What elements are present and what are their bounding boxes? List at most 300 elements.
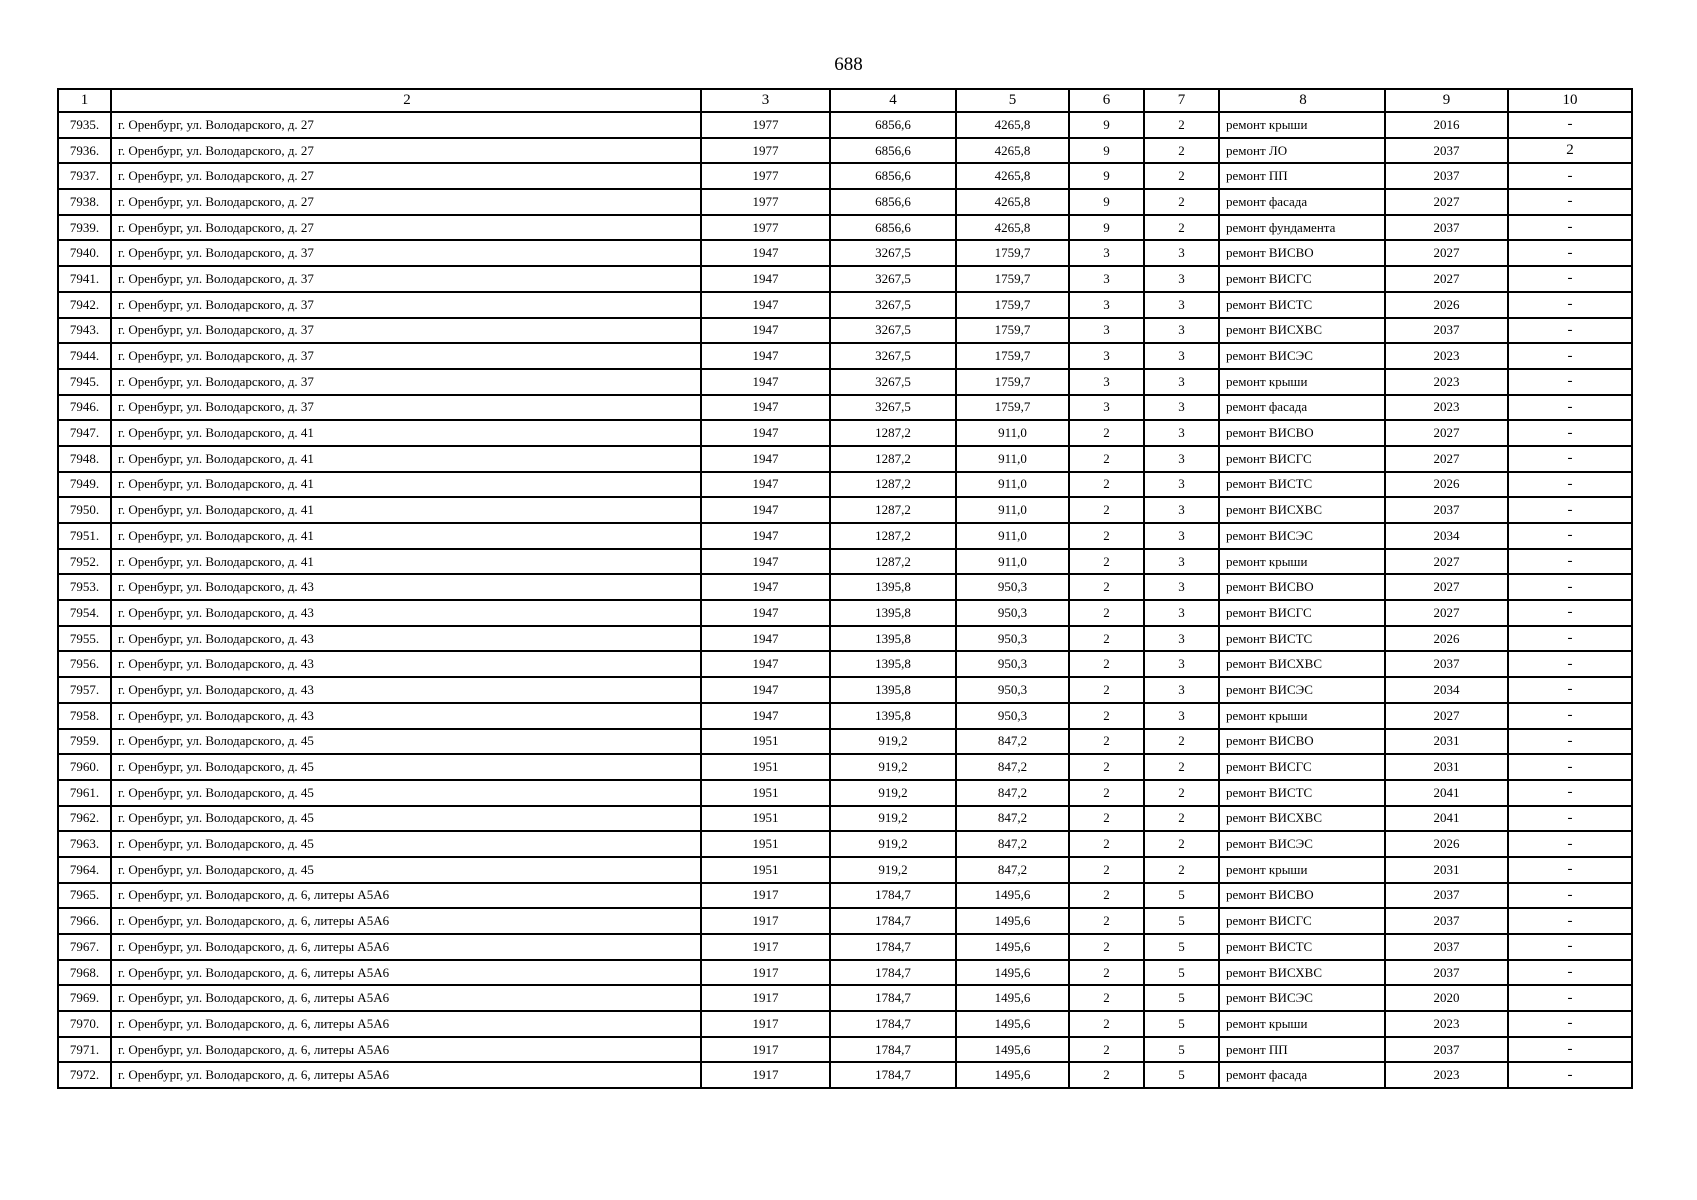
note-cell: - <box>1508 677 1632 703</box>
row-number-cell: 7968. <box>58 960 111 986</box>
living-area-cell: 1759,7 <box>956 292 1069 318</box>
table-row <box>58 729 1632 755</box>
row-number-cell: 7938. <box>58 189 111 215</box>
work-type-cell: ремонт ВИСЭС <box>1219 677 1385 703</box>
work-type-cell: ремонт ВИСЭС <box>1219 523 1385 549</box>
row-number-cell: 7939. <box>58 215 111 241</box>
work-type-cell: ремонт ВИСЭС <box>1219 985 1385 1011</box>
work-type-cell: ремонт фасада <box>1219 395 1385 421</box>
row-number-cell: 7944. <box>58 343 111 369</box>
table-row <box>58 420 1632 446</box>
build-year-cell: 1951 <box>701 831 830 857</box>
work-type-cell: ремонт ВИСГС <box>1219 446 1385 472</box>
entrances-cell: 3 <box>1144 677 1219 703</box>
living-area-cell: 950,3 <box>956 651 1069 677</box>
row-number-cell: 7936. <box>58 138 111 164</box>
floors-cell: 2 <box>1069 677 1144 703</box>
row-number-cell: 7951. <box>58 523 111 549</box>
living-area-cell: 950,3 <box>956 600 1069 626</box>
table-row <box>58 703 1632 729</box>
planned-year-cell: 2037 <box>1385 651 1508 677</box>
address-cell: г. Оренбург, ул. Володарского, д. 37 <box>111 240 701 266</box>
planned-year-cell: 2037 <box>1385 215 1508 241</box>
floors-cell: 2 <box>1069 574 1144 600</box>
living-area-cell: 847,2 <box>956 729 1069 755</box>
total-area-cell: 6856,6 <box>830 163 956 189</box>
table-row <box>58 369 1632 395</box>
planned-year-cell: 2023 <box>1385 1011 1508 1037</box>
planned-year-cell: 2023 <box>1385 1062 1508 1088</box>
work-type-cell: ремонт крыши <box>1219 703 1385 729</box>
build-year-cell: 1977 <box>701 112 830 138</box>
living-area-cell: 1495,6 <box>956 960 1069 986</box>
table-row <box>58 908 1632 934</box>
address-cell: г. Оренбург, ул. Володарского, д. 43 <box>111 574 701 600</box>
address-cell: г. Оренбург, ул. Володарского, д. 41 <box>111 523 701 549</box>
work-type-cell: ремонт крыши <box>1219 369 1385 395</box>
planned-year-cell: 2037 <box>1385 1037 1508 1063</box>
address-cell: г. Оренбург, ул. Володарского, д. 6, литеры А5А6 <box>111 1037 701 1063</box>
entrances-cell: 2 <box>1144 163 1219 189</box>
row-number-cell: 7956. <box>58 651 111 677</box>
planned-year-cell: 2027 <box>1385 189 1508 215</box>
living-area-cell: 911,0 <box>956 420 1069 446</box>
work-type-cell: ремонт ВИСЭС <box>1219 831 1385 857</box>
living-area-cell: 4265,8 <box>956 215 1069 241</box>
table-row <box>58 318 1632 344</box>
address-cell: г. Оренбург, ул. Володарского, д. 45 <box>111 806 701 832</box>
build-year-cell: 1951 <box>701 754 830 780</box>
total-area-cell: 3267,5 <box>830 266 956 292</box>
note-cell: - <box>1508 729 1632 755</box>
table-row <box>58 806 1632 832</box>
address-cell: г. Оренбург, ул. Володарского, д. 37 <box>111 318 701 344</box>
address-cell: г. Оренбург, ул. Володарского, д. 6, литеры А5А6 <box>111 985 701 1011</box>
row-number-cell: 7965. <box>58 883 111 909</box>
address-cell: г. Оренбург, ул. Володарского, д. 6, литеры А5А6 <box>111 908 701 934</box>
planned-year-cell: 2027 <box>1385 703 1508 729</box>
living-area-cell: 1495,6 <box>956 1037 1069 1063</box>
living-area-cell: 950,3 <box>956 677 1069 703</box>
note-cell: - <box>1508 266 1632 292</box>
address-cell: г. Оренбург, ул. Володарского, д. 37 <box>111 266 701 292</box>
table-row <box>58 1037 1632 1063</box>
entrances-cell: 3 <box>1144 472 1219 498</box>
note-cell: - <box>1508 780 1632 806</box>
floors-cell: 3 <box>1069 369 1144 395</box>
build-year-cell: 1947 <box>701 549 830 575</box>
row-number-cell: 7943. <box>58 318 111 344</box>
address-cell: г. Оренбург, ул. Володарского, д. 37 <box>111 395 701 421</box>
note-cell: - <box>1508 908 1632 934</box>
row-number-cell: 7946. <box>58 395 111 421</box>
total-area-cell: 6856,6 <box>830 112 956 138</box>
row-number-cell: 7960. <box>58 754 111 780</box>
entrances-cell: 3 <box>1144 369 1219 395</box>
planned-year-cell: 2037 <box>1385 908 1508 934</box>
entrances-cell: 2 <box>1144 138 1219 164</box>
planned-year-cell: 2016 <box>1385 112 1508 138</box>
table-row <box>58 626 1632 652</box>
work-type-cell: ремонт крыши <box>1219 112 1385 138</box>
build-year-cell: 1951 <box>701 806 830 832</box>
table-row <box>58 934 1632 960</box>
floors-cell: 3 <box>1069 292 1144 318</box>
living-area-cell: 1495,6 <box>956 934 1069 960</box>
row-number-cell: 7947. <box>58 420 111 446</box>
note-cell: - <box>1508 626 1632 652</box>
total-area-cell: 1395,8 <box>830 626 956 652</box>
floors-cell: 9 <box>1069 138 1144 164</box>
floors-cell: 9 <box>1069 189 1144 215</box>
total-area-cell: 919,2 <box>830 754 956 780</box>
build-year-cell: 1947 <box>701 626 830 652</box>
entrances-cell: 3 <box>1144 574 1219 600</box>
table-row <box>58 395 1632 421</box>
floors-cell: 2 <box>1069 1037 1144 1063</box>
row-number-cell: 7958. <box>58 703 111 729</box>
planned-year-cell: 2027 <box>1385 266 1508 292</box>
note-cell: - <box>1508 934 1632 960</box>
note-cell: - <box>1508 189 1632 215</box>
address-cell: г. Оренбург, ул. Володарского, д. 45 <box>111 831 701 857</box>
table-row <box>58 446 1632 472</box>
entrances-cell: 3 <box>1144 420 1219 446</box>
address-cell: г. Оренбург, ул. Володарского, д. 27 <box>111 163 701 189</box>
address-cell: г. Оренбург, ул. Володарского, д. 43 <box>111 677 701 703</box>
note-cell: - <box>1508 112 1632 138</box>
table-row <box>58 677 1632 703</box>
table-row <box>58 266 1632 292</box>
table-row <box>58 831 1632 857</box>
total-area-cell: 6856,6 <box>830 215 956 241</box>
row-number-cell: 7954. <box>58 600 111 626</box>
row-number-cell: 7969. <box>58 985 111 1011</box>
address-cell: г. Оренбург, ул. Володарского, д. 27 <box>111 189 701 215</box>
floors-cell: 2 <box>1069 523 1144 549</box>
total-area-cell: 1784,7 <box>830 908 956 934</box>
planned-year-cell: 2027 <box>1385 240 1508 266</box>
planned-year-cell: 2037 <box>1385 497 1508 523</box>
work-type-cell: ремонт фундамента <box>1219 215 1385 241</box>
total-area-cell: 1395,8 <box>830 600 956 626</box>
planned-year-cell: 2026 <box>1385 472 1508 498</box>
living-area-cell: 1759,7 <box>956 318 1069 344</box>
address-cell: г. Оренбург, ул. Володарского, д. 37 <box>111 343 701 369</box>
planned-year-cell: 2031 <box>1385 754 1508 780</box>
work-type-cell: ремонт ПП <box>1219 1037 1385 1063</box>
note-cell: - <box>1508 600 1632 626</box>
note-cell: - <box>1508 1037 1632 1063</box>
entrances-cell: 2 <box>1144 112 1219 138</box>
note-cell: - <box>1508 651 1632 677</box>
row-number-cell: 7948. <box>58 446 111 472</box>
total-area-cell: 1287,2 <box>830 523 956 549</box>
note-cell: - <box>1508 1011 1632 1037</box>
entrances-cell: 3 <box>1144 600 1219 626</box>
work-type-cell: ремонт ВИСХВС <box>1219 497 1385 523</box>
work-type-cell: ремонт ЛО <box>1219 138 1385 164</box>
note-cell: - <box>1508 960 1632 986</box>
work-type-cell: ремонт ВИСТС <box>1219 780 1385 806</box>
address-cell: г. Оренбург, ул. Володарского, д. 45 <box>111 729 701 755</box>
build-year-cell: 1947 <box>701 266 830 292</box>
entrances-cell: 3 <box>1144 446 1219 472</box>
planned-year-cell: 2023 <box>1385 395 1508 421</box>
entrances-cell: 3 <box>1144 651 1219 677</box>
row-number-cell: 7962. <box>58 806 111 832</box>
row-number-cell: 7970. <box>58 1011 111 1037</box>
build-year-cell: 1947 <box>701 420 830 446</box>
living-area-cell: 1759,7 <box>956 240 1069 266</box>
planned-year-cell: 2037 <box>1385 883 1508 909</box>
planned-year-cell: 2026 <box>1385 292 1508 318</box>
living-area-cell: 847,2 <box>956 806 1069 832</box>
entrances-cell: 3 <box>1144 395 1219 421</box>
row-number-cell: 7955. <box>58 626 111 652</box>
build-year-cell: 1917 <box>701 934 830 960</box>
address-cell: г. Оренбург, ул. Володарского, д. 6, литеры А5А6 <box>111 1062 701 1088</box>
total-area-cell: 3267,5 <box>830 318 956 344</box>
entrances-cell: 2 <box>1144 831 1219 857</box>
build-year-cell: 1917 <box>701 1011 830 1037</box>
work-type-cell: ремонт ВИСТС <box>1219 934 1385 960</box>
entrances-cell: 3 <box>1144 703 1219 729</box>
note-cell: - <box>1508 574 1632 600</box>
note-cell: - <box>1508 831 1632 857</box>
floors-cell: 2 <box>1069 626 1144 652</box>
floors-cell: 9 <box>1069 215 1144 241</box>
table-row <box>58 189 1632 215</box>
total-area-cell: 1395,8 <box>830 574 956 600</box>
row-number-cell: 7937. <box>58 163 111 189</box>
total-area-cell: 1784,7 <box>830 934 956 960</box>
row-number-cell: 7952. <box>58 549 111 575</box>
planned-year-cell: 2020 <box>1385 985 1508 1011</box>
build-year-cell: 1917 <box>701 1037 830 1063</box>
table-row <box>58 1011 1632 1037</box>
work-type-cell: ремонт ВИСХВС <box>1219 806 1385 832</box>
note-cell: - <box>1508 549 1632 575</box>
total-area-cell: 919,2 <box>830 806 956 832</box>
build-year-cell: 1951 <box>701 857 830 883</box>
work-type-cell: ремонт ВИСГС <box>1219 266 1385 292</box>
living-area-cell: 911,0 <box>956 523 1069 549</box>
address-cell: г. Оренбург, ул. Володарского, д. 41 <box>111 446 701 472</box>
entrances-cell: 5 <box>1144 883 1219 909</box>
entrances-cell: 2 <box>1144 729 1219 755</box>
work-type-cell: ремонт крыши <box>1219 1011 1385 1037</box>
total-area-cell: 1784,7 <box>830 883 956 909</box>
column-header-4: 4 <box>830 89 956 112</box>
build-year-cell: 1947 <box>701 343 830 369</box>
build-year-cell: 1977 <box>701 189 830 215</box>
entrances-cell: 3 <box>1144 626 1219 652</box>
note-cell: - <box>1508 369 1632 395</box>
living-area-cell: 1495,6 <box>956 883 1069 909</box>
build-year-cell: 1977 <box>701 163 830 189</box>
address-cell: г. Оренбург, ул. Володарского, д. 6, литеры А5А6 <box>111 960 701 986</box>
table-row <box>58 754 1632 780</box>
living-area-cell: 1759,7 <box>956 343 1069 369</box>
entrances-cell: 5 <box>1144 985 1219 1011</box>
living-area-cell: 847,2 <box>956 780 1069 806</box>
column-header-9: 9 <box>1385 89 1508 112</box>
living-area-cell: 4265,8 <box>956 138 1069 164</box>
total-area-cell: 1784,7 <box>830 1037 956 1063</box>
column-header-10: 10 <box>1508 89 1632 112</box>
build-year-cell: 1947 <box>701 369 830 395</box>
total-area-cell: 3267,5 <box>830 240 956 266</box>
planned-year-cell: 2034 <box>1385 677 1508 703</box>
build-year-cell: 1947 <box>701 703 830 729</box>
note-cell: 2 <box>1508 138 1632 164</box>
work-type-cell: ремонт ВИСЭС <box>1219 343 1385 369</box>
planned-year-cell: 2023 <box>1385 343 1508 369</box>
address-cell: г. Оренбург, ул. Володарского, д. 6, литеры А5А6 <box>111 1011 701 1037</box>
row-number-cell: 7949. <box>58 472 111 498</box>
note-cell: - <box>1508 857 1632 883</box>
table-row <box>58 600 1632 626</box>
header-row <box>58 89 1632 112</box>
planned-year-cell: 2037 <box>1385 934 1508 960</box>
entrances-cell: 3 <box>1144 523 1219 549</box>
planned-year-cell: 2041 <box>1385 806 1508 832</box>
floors-cell: 2 <box>1069 1011 1144 1037</box>
planned-year-cell: 2023 <box>1385 369 1508 395</box>
total-area-cell: 3267,5 <box>830 292 956 318</box>
address-cell: г. Оренбург, ул. Володарского, д. 45 <box>111 754 701 780</box>
column-header-5: 5 <box>956 89 1069 112</box>
total-area-cell: 3267,5 <box>830 395 956 421</box>
table-row <box>58 215 1632 241</box>
planned-year-cell: 2026 <box>1385 626 1508 652</box>
address-cell: г. Оренбург, ул. Володарского, д. 27 <box>111 138 701 164</box>
note-cell: - <box>1508 215 1632 241</box>
total-area-cell: 1784,7 <box>830 1062 956 1088</box>
row-number-cell: 7966. <box>58 908 111 934</box>
column-header-8: 8 <box>1219 89 1385 112</box>
planned-year-cell: 2027 <box>1385 446 1508 472</box>
note-cell: - <box>1508 395 1632 421</box>
living-area-cell: 1495,6 <box>956 1062 1069 1088</box>
row-number-cell: 7971. <box>58 1037 111 1063</box>
note-cell: - <box>1508 163 1632 189</box>
address-cell: г. Оренбург, ул. Володарского, д. 45 <box>111 857 701 883</box>
entrances-cell: 5 <box>1144 1037 1219 1063</box>
table-row <box>58 112 1632 138</box>
table-row <box>58 523 1632 549</box>
total-area-cell: 1784,7 <box>830 985 956 1011</box>
row-number-cell: 7967. <box>58 934 111 960</box>
table-row <box>58 985 1632 1011</box>
work-type-cell: ремонт фасада <box>1219 189 1385 215</box>
total-area-cell: 6856,6 <box>830 189 956 215</box>
row-number-cell: 7961. <box>58 780 111 806</box>
table-row <box>58 138 1632 164</box>
living-area-cell: 4265,8 <box>956 112 1069 138</box>
entrances-cell: 3 <box>1144 549 1219 575</box>
note-cell: - <box>1508 523 1632 549</box>
total-area-cell: 1287,2 <box>830 472 956 498</box>
table-body <box>58 112 1632 1088</box>
note-cell: - <box>1508 497 1632 523</box>
floors-cell: 2 <box>1069 497 1144 523</box>
total-area-cell: 3267,5 <box>830 343 956 369</box>
total-area-cell: 3267,5 <box>830 369 956 395</box>
note-cell: - <box>1508 985 1632 1011</box>
page-number: 688 <box>834 54 863 75</box>
entrances-cell: 3 <box>1144 497 1219 523</box>
column-header-3: 3 <box>701 89 830 112</box>
planned-year-cell: 2037 <box>1385 318 1508 344</box>
floors-cell: 3 <box>1069 395 1144 421</box>
living-area-cell: 1495,6 <box>956 908 1069 934</box>
build-year-cell: 1947 <box>701 446 830 472</box>
build-year-cell: 1977 <box>701 215 830 241</box>
total-area-cell: 919,2 <box>830 780 956 806</box>
living-area-cell: 847,2 <box>956 857 1069 883</box>
table-row <box>58 780 1632 806</box>
work-type-cell: ремонт ВИСТС <box>1219 472 1385 498</box>
table-row <box>58 651 1632 677</box>
register-table <box>57 88 1633 1089</box>
table-row <box>58 240 1632 266</box>
floors-cell: 2 <box>1069 985 1144 1011</box>
entrances-cell: 3 <box>1144 266 1219 292</box>
note-cell: - <box>1508 1062 1632 1088</box>
planned-year-cell: 2034 <box>1385 523 1508 549</box>
floors-cell: 2 <box>1069 420 1144 446</box>
floors-cell: 2 <box>1069 780 1144 806</box>
total-area-cell: 1784,7 <box>830 1011 956 1037</box>
work-type-cell: ремонт ВИСВО <box>1219 240 1385 266</box>
work-type-cell: ремонт ВИСХВС <box>1219 318 1385 344</box>
entrances-cell: 5 <box>1144 1062 1219 1088</box>
address-cell: г. Оренбург, ул. Володарского, д. 37 <box>111 292 701 318</box>
floors-cell: 2 <box>1069 831 1144 857</box>
floors-cell: 2 <box>1069 934 1144 960</box>
row-number-cell: 7935. <box>58 112 111 138</box>
work-type-cell: ремонт ВИСВО <box>1219 883 1385 909</box>
row-number-cell: 7945. <box>58 369 111 395</box>
row-number-cell: 7941. <box>58 266 111 292</box>
living-area-cell: 950,3 <box>956 574 1069 600</box>
floors-cell: 2 <box>1069 729 1144 755</box>
entrances-cell: 2 <box>1144 754 1219 780</box>
floors-cell: 2 <box>1069 549 1144 575</box>
entrances-cell: 3 <box>1144 343 1219 369</box>
work-type-cell: ремонт крыши <box>1219 549 1385 575</box>
floors-cell: 2 <box>1069 446 1144 472</box>
floors-cell: 3 <box>1069 240 1144 266</box>
address-cell: г. Оренбург, ул. Володарского, д. 43 <box>111 626 701 652</box>
living-area-cell: 1495,6 <box>956 985 1069 1011</box>
work-type-cell: ремонт ВИСВО <box>1219 574 1385 600</box>
note-cell: - <box>1508 703 1632 729</box>
address-cell: г. Оренбург, ул. Володарского, д. 27 <box>111 112 701 138</box>
work-type-cell: ремонт ВИСВО <box>1219 729 1385 755</box>
table-row <box>58 472 1632 498</box>
living-area-cell: 4265,8 <box>956 189 1069 215</box>
floors-cell: 2 <box>1069 651 1144 677</box>
entrances-cell: 2 <box>1144 189 1219 215</box>
planned-year-cell: 2037 <box>1385 138 1508 164</box>
work-type-cell: ремонт ВИСГС <box>1219 600 1385 626</box>
entrances-cell: 5 <box>1144 960 1219 986</box>
floors-cell: 2 <box>1069 806 1144 832</box>
address-cell: г. Оренбург, ул. Володарского, д. 41 <box>111 497 701 523</box>
